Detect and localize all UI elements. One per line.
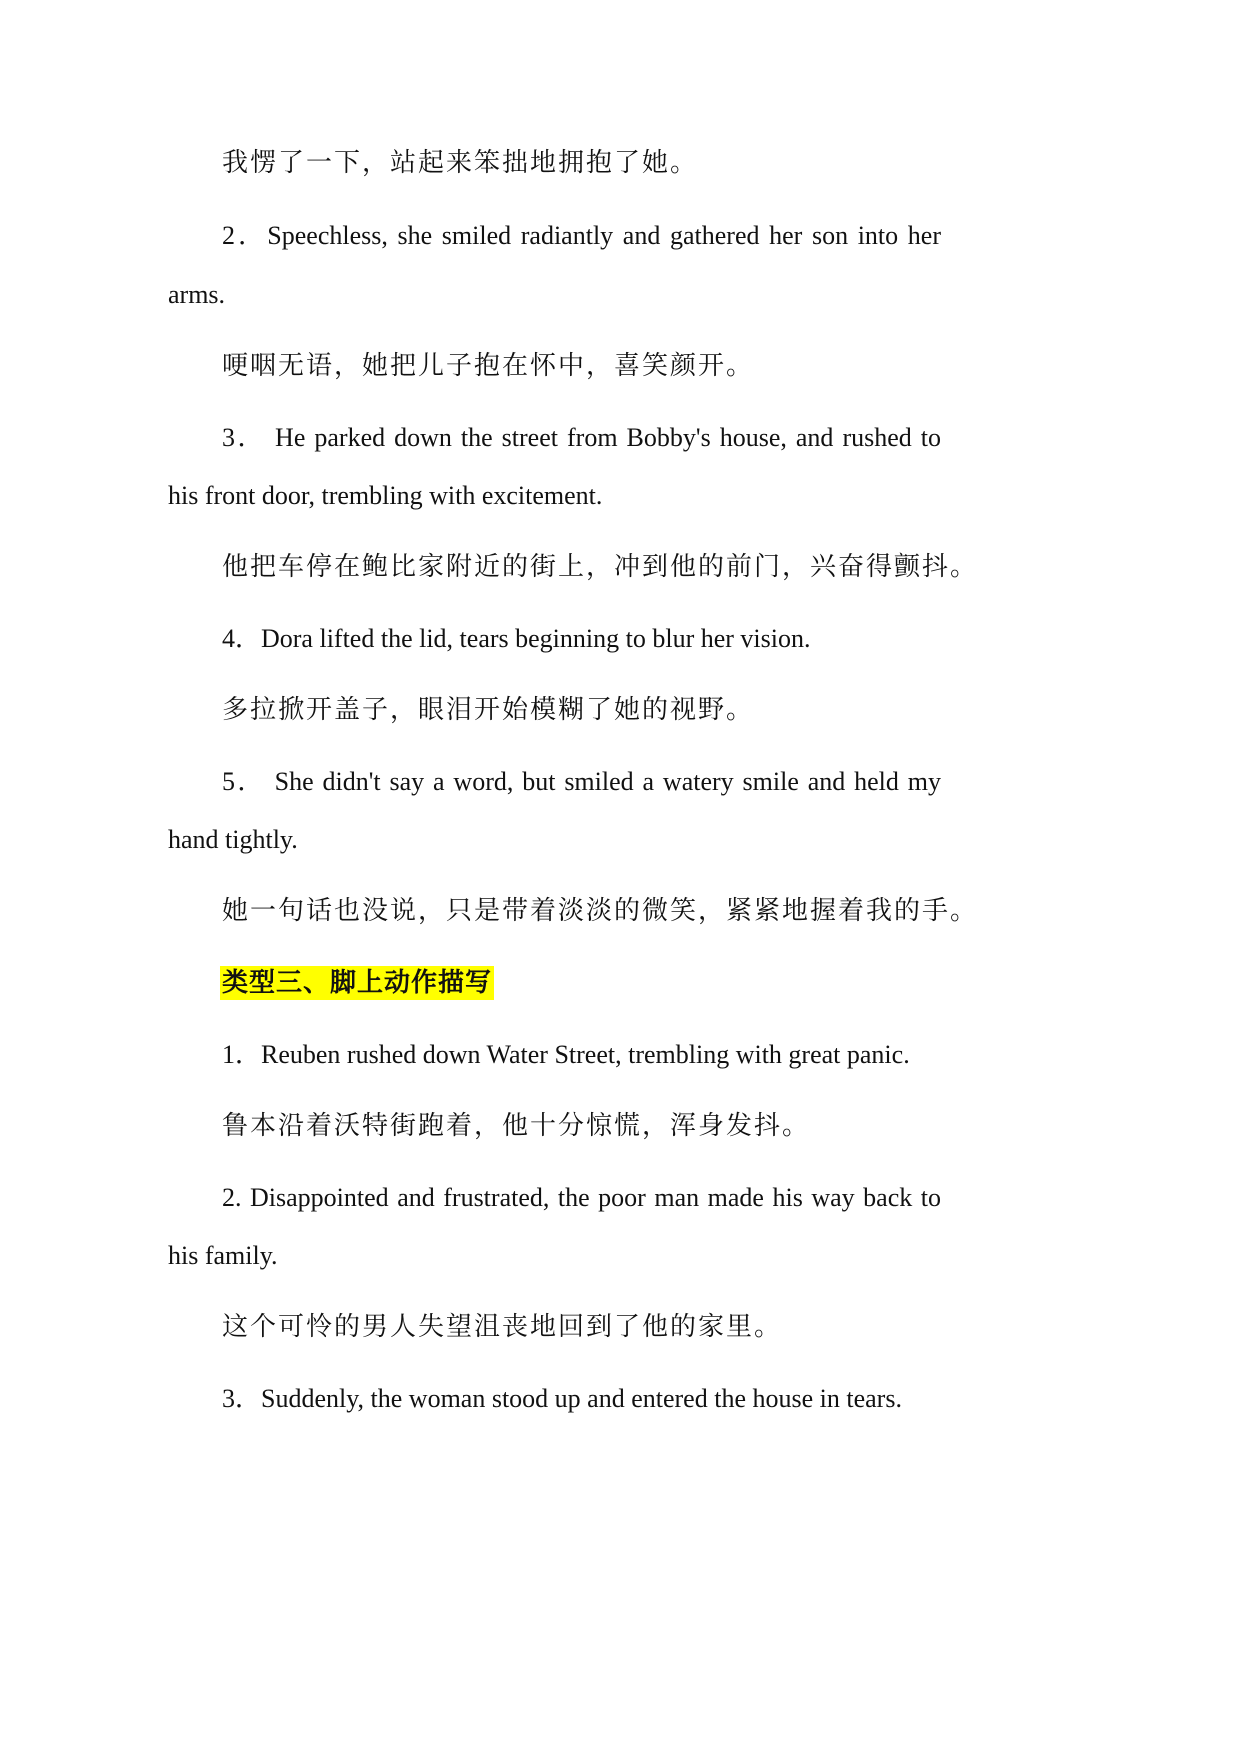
english-sentence-line: 1．Reuben rushed down Water Street, trembling with great panic. — [222, 1040, 910, 1069]
english-sentence-continuation: his family. — [168, 1241, 278, 1270]
chinese-translation-line: 这个可怜的男人失望沮丧地回到了他的家里。 — [222, 1312, 783, 1342]
chinese-translation-line: 我愣了一下，站起来笨拙地拥抱了她。 — [222, 148, 699, 178]
english-sentence-continuation: arms. — [168, 280, 226, 309]
chinese-translation-line: 鲁本沿着沃特街跑着，他十分惊慌，浑身发抖。 — [222, 1111, 811, 1141]
chinese-translation-line: 多拉掀开盖子，眼泪开始模糊了她的视野。 — [222, 695, 755, 725]
english-sentence-line: 5． She didn't say a word, but smiled a watery smile and held my — [222, 767, 941, 796]
chinese-translation-line: 她一句话也没说，只是带着淡淡的微笑，紧紧地握着我的手。 — [222, 896, 979, 926]
chinese-translation-line: 他把车停在鲍比家附近的街上，冲到他的前门，兴奋得颤抖。 — [222, 552, 979, 582]
english-sentence-line: 2. Disappointed and frustrated, the poor man made his way back to — [222, 1183, 941, 1212]
english-sentence-line: 4．Dora lifted the lid, tears beginning to blur her vision. — [222, 624, 811, 653]
english-sentence-continuation: hand tightly. — [168, 825, 298, 854]
english-sentence-line: 3． He parked down the street from Bobby's house, and rushed to — [222, 423, 941, 452]
english-sentence-continuation: his front door, trembling with excitement. — [168, 481, 603, 510]
english-sentence-line: 3．Suddenly, the woman stood up and entered the house in tears. — [222, 1384, 902, 1413]
section-heading: 类型三、脚上动作描写 — [222, 968, 493, 998]
chinese-translation-line: 哽咽无语，她把儿子抱在怀中，喜笑颜开。 — [222, 351, 755, 381]
english-sentence-line: 2．Speechless, she smiled radiantly and gathered her son into her — [222, 221, 941, 250]
